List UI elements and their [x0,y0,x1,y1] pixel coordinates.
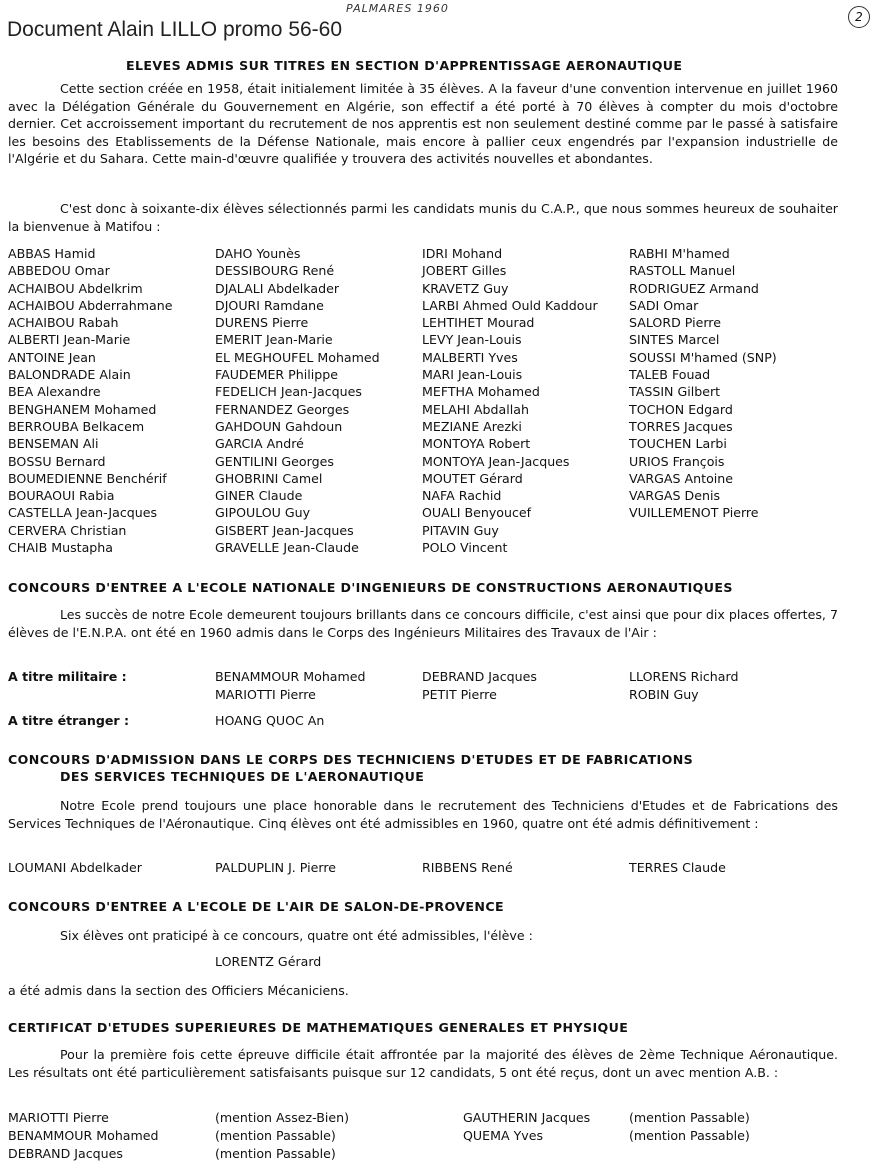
list-item: DURENS Pierre [215,315,309,331]
list-item: SOUSSI M'hamed (SNP) [629,349,777,365]
list-item: RODRIGUEZ Armand [629,280,759,296]
list-item: LORENTZ Gérard [215,954,322,969]
list-item: BOURAOUI Rabia [8,488,115,504]
list-item: LARBI Ahmed Ould Kaddour [422,297,598,313]
list-item: HOANG QUOC An [215,713,325,728]
list-item: RIBBENS René [422,860,513,875]
list-item: PALDUPLIN J. Pierre [215,860,336,875]
list-item: GIPOULOU Guy [215,505,311,521]
list-item: ACHAIBOU Abdelkrim [8,280,143,296]
list-item: EL MEGHOUFEL Mohamed [215,349,380,365]
list-item: GRAVELLE Jean-Claude [215,540,359,556]
mention-text: (mention Passable) [629,1110,750,1125]
list-item: GAHDOUN Gahdoun [215,418,343,434]
paragraph-techniciens: Notre Ecole prend toujours une place honorable dans le recrutement des Techniciens d'Etudes et de Fabrications des Services Techniques de l'Aéronautique. Cinq élèves ont été admissibles en 1960, quatre ont été admis définitivement : [8,798,838,831]
list-item: TERRES Claude [629,860,726,875]
list-item: MEZIANE Arezki [422,418,522,434]
paragraph-certificat: Pour la première fois cette épreuve difficile était affrontée par la majorité des élèves de 2ème Technique Aéronautique. Les résultats ont été particulièrement satisfaisants puisque sur 12 candidats, 5 ont été reçus, dont un avec mention A.B. : [8,1047,838,1080]
list-item: ABBAS Hamid [8,246,96,261]
list-item: SINTES Marcel [629,332,720,348]
list-item: SALORD Pierre [629,315,721,331]
mention-text: (mention Assez-Bien) [215,1110,350,1125]
list-item: DEBRAND Jacques [422,669,537,684]
name-column-2 [215,245,380,556]
list-item: MALBERTI Yves [422,349,518,365]
list-item: FEDELICH Jean-Jacques [215,384,362,400]
paragraph-enica: Les succès de notre Ecole demeurent toujours brillants dans ce concours difficile, c'est ainsi que pour dix places offertes, 7 élèves de l'E.N.P.A. ont été en 1960 admis dans le Corps des Ingénieurs Militaires des Travaux de l'Air : [8,607,838,640]
list-item: LEHTIHET Mourad [422,315,535,331]
list-item: NAFA Rachid [422,488,502,504]
page-number: 2 [848,6,870,28]
list-item: BALONDRADE Alain [8,367,131,383]
label-military: A titre militaire : [8,669,127,684]
list-item: MARIOTTI Pierre [8,1110,109,1125]
list-item: CHAIB Mustapha [8,540,113,556]
list-item: GENTILINI Georges [215,453,334,469]
list-item: VUILLEMENOT Pierre [629,505,759,521]
name-column-1 [8,245,172,556]
label-foreign: A titre étranger : [8,713,130,728]
list-item: LOUMANI Abdelkader [8,860,142,875]
list-item: CERVERA Christian [8,522,127,538]
list-item: MELAHI Abdallah [422,401,529,417]
list-item: ROBIN Guy [629,687,699,702]
list-item: PITAVIN Guy [422,522,499,538]
list-item: GAUTHERIN Jacques [463,1110,591,1125]
list-item: FERNANDEZ Georges [215,401,350,417]
list-item: SADI Omar [629,297,699,313]
list-item: VARGAS Antoine [629,470,734,486]
mention-text: (mention Passable) [215,1128,336,1143]
list-item: BOUMEDIENNE Benchérif [8,470,167,486]
list-item: DESSIBOURG René [215,263,335,279]
name-column-3 [422,245,598,556]
list-item: MARI Jean-Louis [422,367,523,383]
list-item: TORRES Jacques [629,418,733,434]
paragraph-ecole-air-result: a été admis dans la section des Officiers Mécaniciens. [8,983,349,998]
list-item: DJALALI Abdelkader [215,280,340,296]
list-item: VARGAS Denis [629,488,721,504]
section-title-apprentissage: ELEVES ADMIS SUR TITRES EN SECTION D'APPRENTISSAGE AERONAUTIQUE [126,58,683,73]
list-item: FAUDEMER Philippe [215,367,338,383]
list-item: GISBERT Jean-Jacques [215,522,354,538]
list-item: BENSEMAN Ali [8,436,99,452]
list-item: POLO Vincent [422,540,508,556]
list-item: RABHI M'hamed [629,246,730,261]
list-item: ACHAIBOU Rabah [8,315,119,331]
list-item: PETIT Pierre [422,687,497,702]
list-item: ACHAIBOU Abderrahmane [8,297,173,313]
list-item: JOBERT Gilles [422,263,507,279]
list-item: TOUCHEN Larbi [629,436,727,452]
list-item: MONTOYA Jean-Jacques [422,453,570,469]
list-item: ANTOINE Jean [8,349,96,365]
mention-text: (mention Passable) [629,1128,750,1143]
list-item: TOCHON Edgard [629,401,733,417]
list-item: QUEMA Yves [463,1128,544,1143]
list-item: OUALI Benyoucef [422,505,532,521]
list-item: MOUTET Gérard [422,470,523,486]
list-item: LLORENS Richard [629,669,739,684]
section-subtitle-techniciens: DES SERVICES TECHNIQUES DE L'AERONAUTIQUE [60,769,425,784]
list-item: TALEB Fouad [629,367,711,383]
list-item: BEA Alexandre [8,384,101,400]
list-item: ALBERTI Jean-Marie [8,332,131,348]
name-column-4 [629,245,777,522]
paragraph-ecole-air: Six élèves ont praticipé à ce concours, quatre ont été admissibles, l'élève : [60,928,533,943]
mention-text: (mention Passable) [215,1146,336,1161]
list-item: EMERIT Jean-Marie [215,332,333,348]
list-item: CASTELLA Jean-Jacques [8,505,158,521]
list-item: MARIOTTI Pierre [215,687,316,702]
list-item: DJOURI Ramdane [215,297,324,313]
list-item: TASSIN Gilbert [629,384,721,400]
section-title-ecole-air: CONCOURS D'ENTREE A L'ECOLE DE L'AIR DE SALON-DE-PROVENCE [8,899,504,914]
section-title-enica: CONCOURS D'ENTREE A L'ECOLE NATIONALE D'INGENIEURS DE CONSTRUCTIONS AERONAUTIQUES [8,580,733,595]
list-item: IDRI Mohand [422,246,503,261]
list-item: BERROUBA Belkacem [8,418,145,434]
list-item: GHOBRINI Camel [215,470,323,486]
list-item: DEBRAND Jacques [8,1146,123,1161]
paragraph-apprentissage-intro: Cette section créée en 1958, était initialement limitée à 35 élèves. A la faveur d'une convention intervenue en juillet 1960 avec la Délégation Générale du Gouvernement en Algérie, son effectif a été porté à 70 élèves à compter du mois d'octobre dernier. Cet accroissement important du recrutement de nos apprentis est non seulement destiné comme par le passé à satisfaire les besoins des Etablissements de la Défense Nationale, mais encore à pallier ceux engendrés par l'expansion industrielle de l'Algérie et du Sahara. Cette main-d'œuvre qualifiée y trouvera des activités nouvelles et abondantes. [8,81,838,167]
list-item: ABBEDOU Omar [8,263,110,279]
list-item: URIOS François [629,453,725,469]
document-header: Document Alain LILLO promo 56-60 [7,18,343,41]
list-item: MONTOYA Robert [422,436,531,452]
list-item: GARCIA André [215,436,304,452]
section-title-certificat: CERTIFICAT D'ETUDES SUPERIEURES DE MATHEMATIQUES GENERALES ET PHYSIQUE [8,1020,629,1035]
list-item: LEVY Jean-Louis [422,332,522,348]
list-item: KRAVETZ Guy [422,280,509,296]
list-item: BENGHANEM Mohamed [8,401,157,417]
list-item: GINER Claude [215,488,303,504]
section-title-techniciens: CONCOURS D'ADMISSION DANS LE CORPS DES TECHNICIENS D'ETUDES ET DE FABRICATIONS [8,752,694,767]
list-item: BOSSU Bernard [8,453,106,469]
list-item: BENAMMOUR Mohamed [8,1128,159,1143]
paragraph-apprentissage-welcome: C'est donc à soixante-dix élèves sélectionnés parmi les candidats munis du C.A.P., que nous sommes heureux de souhaiter la bienvenue à Matifou : [8,201,838,234]
handwritten-note: PALMARES 1960 [346,2,449,15]
list-item: RASTOLL Manuel [629,263,736,279]
list-item: BENAMMOUR Mohamed [215,669,366,684]
list-item: MEFTHA Mohamed [422,384,540,400]
list-item: DAHO Younès [215,246,301,261]
